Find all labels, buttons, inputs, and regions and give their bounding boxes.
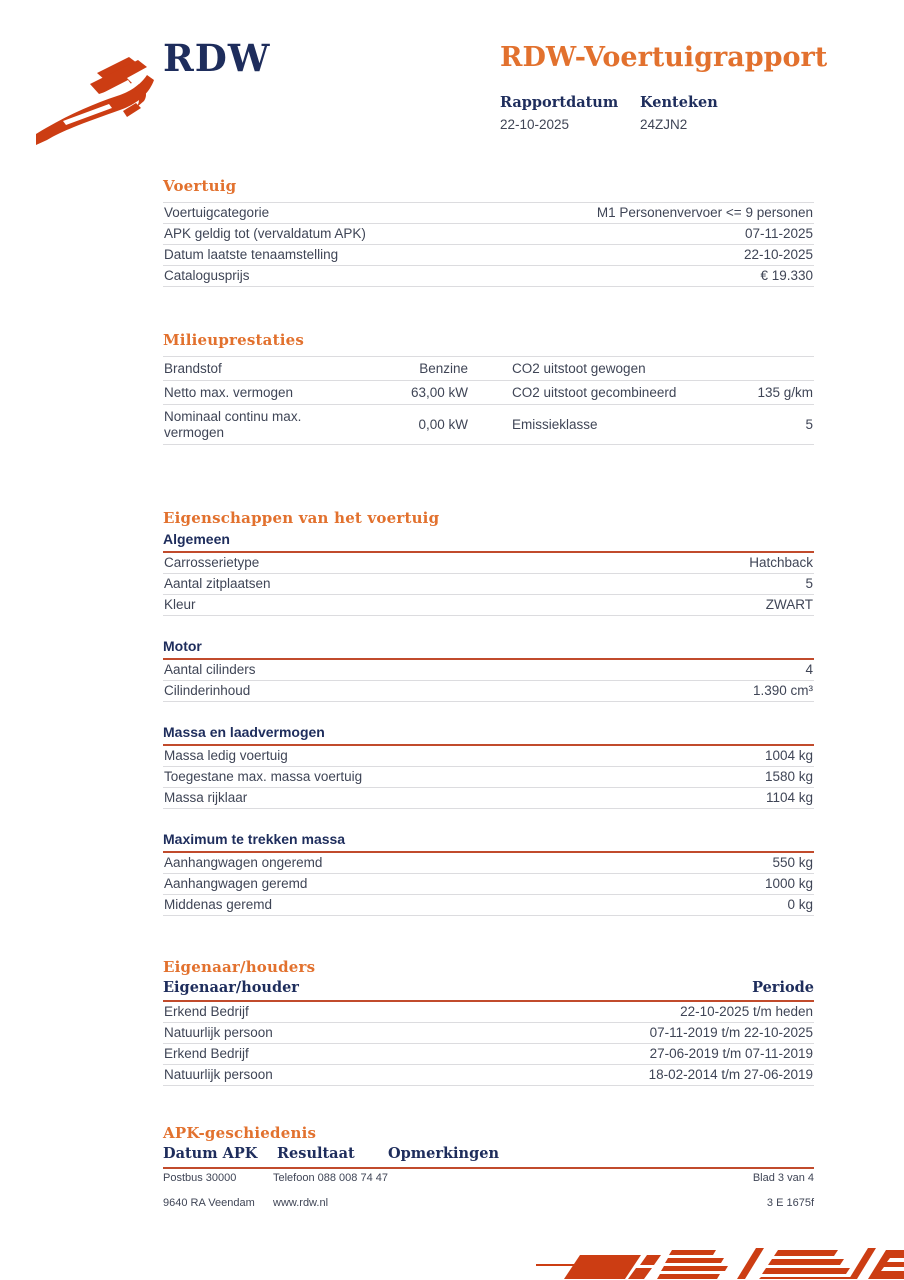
report-meta — [500, 94, 830, 132]
row-label: CO2 uitstoot gecombineerd — [512, 384, 677, 400]
row-value: 0,00 kW — [418, 416, 468, 432]
row-value: M1 Personenvervoer <= 9 personen — [596, 205, 813, 220]
milieu-rows — [163, 356, 814, 445]
table-row — [163, 681, 814, 702]
license-plate — [640, 94, 780, 132]
subsection-motor — [163, 638, 814, 702]
row-label: Carrosserietype — [164, 555, 260, 570]
section-voertuig — [163, 177, 814, 287]
section-heading: Milieuprestaties — [163, 331, 304, 349]
table-row — [163, 1023, 814, 1044]
table-row — [163, 224, 814, 245]
table-row — [163, 1002, 814, 1023]
page-title: RDW-Voertuigrapport — [500, 42, 828, 73]
row-label: Kleur — [164, 597, 196, 612]
voertuig-rows — [163, 202, 814, 287]
brand-wordmark: RDW — [163, 36, 271, 80]
speed-stripes-graphic — [520, 1234, 904, 1280]
footer-phone: Telefoon 088 008 74 47 — [273, 1172, 388, 1184]
subsection-algemeen — [163, 531, 814, 616]
table-row — [163, 660, 814, 681]
row-label: Aantal zitplaatsen — [164, 576, 271, 591]
section-heading: Eigenschappen van het voertuig — [163, 509, 440, 527]
row-label: Aanhangwagen geremd — [164, 876, 308, 891]
row-value: 0 kg — [787, 897, 813, 912]
row-label: Brandstof — [164, 360, 222, 376]
table-row — [163, 245, 814, 266]
row-value: 550 kg — [772, 855, 813, 870]
motor-rows — [163, 660, 814, 702]
section-apk-geschiedenis — [163, 1124, 814, 1169]
row-label: Netto max. vermogen — [164, 384, 294, 400]
row-value: 5 — [805, 416, 813, 432]
trekken-rows — [163, 853, 814, 916]
owner-period: 27-06-2019 t/m 07-11-2019 — [649, 1046, 813, 1061]
footer-website: www.rdw.nl — [273, 1197, 329, 1209]
table-row — [163, 788, 814, 809]
footer-row — [163, 1172, 814, 1184]
row-label: Massa rijklaar — [164, 790, 248, 805]
table-row — [163, 746, 814, 767]
subsection-trekken-massa — [163, 831, 814, 916]
column-header-opmerkingen: Opmerkingen — [388, 1145, 499, 1162]
report-date-label: Rapportdatum — [500, 94, 619, 111]
row-value: 4 — [805, 662, 813, 677]
owner-period: 18-02-2014 t/m 27-06-2019 — [648, 1067, 813, 1082]
section-heading: Eigenaar/houders — [163, 958, 316, 976]
row-value: 1104 kg — [765, 790, 813, 805]
row-value: € 19.330 — [760, 268, 813, 283]
table-row — [163, 767, 814, 788]
rdw-falcon-logo-icon — [35, 54, 161, 148]
column-header-eigenaar: Eigenaar/houder — [163, 979, 299, 996]
owner-type: Natuurlijk persoon — [164, 1067, 273, 1082]
row-label: Cilinderinhoud — [164, 683, 251, 698]
owner-period: 07-11-2019 t/m 22-10-2025 — [649, 1025, 813, 1040]
row-value: 1004 kg — [764, 748, 813, 763]
column-header-datum-apk: Datum APK — [163, 1145, 258, 1162]
table-row — [163, 203, 814, 224]
table-row — [163, 357, 814, 381]
section-eigenaar-houders — [163, 958, 814, 1086]
license-plate-label: Kenteken — [640, 94, 718, 111]
algemeen-rows — [163, 553, 814, 616]
owner-type: Erkend Bedrijf — [164, 1046, 249, 1061]
row-label: Aanhangwagen ongeremd — [164, 855, 323, 870]
row-value: 63,00 kW — [410, 384, 468, 400]
table-row — [163, 853, 814, 874]
table-row — [163, 895, 814, 916]
row-value: 22-10-2025 — [743, 247, 813, 262]
footer-doc-code: 3 E 1675f — [766, 1197, 814, 1209]
row-value: 135 g/km — [757, 384, 813, 400]
table-row — [163, 1065, 814, 1086]
section-heading: APK-geschiedenis — [163, 1124, 317, 1142]
table-row — [163, 553, 814, 574]
row-label: Voertuigcategorie — [164, 205, 270, 220]
section-heading: Voertuig — [163, 177, 237, 195]
table-row — [163, 595, 814, 616]
row-label: Datum laatste tenaamstelling — [164, 247, 339, 262]
report-body — [163, 177, 814, 1169]
row-label: Toegestane max. massa voertuig — [164, 769, 363, 784]
row-label: Nominaal continu max. vermogen — [164, 408, 302, 440]
footer-address-line1: Postbus 30000 — [163, 1172, 237, 1184]
row-label: Aantal cilinders — [164, 662, 256, 677]
owner-type: Erkend Bedrijf — [164, 1004, 249, 1019]
subsection-heading: Massa en laadvermogen — [163, 724, 814, 746]
table-row — [163, 874, 814, 895]
report-header — [500, 42, 830, 132]
row-label: Catalogusprijs — [164, 268, 250, 283]
page-footer — [163, 1172, 814, 1222]
column-header-periode: Periode — [752, 979, 814, 996]
subsection-heading: Motor — [163, 638, 814, 660]
table-row — [163, 266, 814, 287]
row-value: 5 — [805, 576, 813, 591]
report-date — [500, 94, 640, 132]
row-label: Massa ledig voertuig — [164, 748, 288, 763]
footer-address-line2: 9640 RA Veendam — [163, 1197, 255, 1209]
column-header-resultaat: Resultaat — [277, 1145, 355, 1162]
eigenaar-table-header — [163, 979, 814, 1002]
license-plate-value: 24ZJN2 — [640, 117, 688, 132]
table-row — [163, 405, 814, 445]
row-label: Middenas geremd — [164, 897, 273, 912]
massa-rows — [163, 746, 814, 809]
apk-table-header — [163, 1145, 814, 1169]
row-value: Benzine — [419, 360, 468, 376]
row-value: 1.390 cm³ — [752, 683, 813, 698]
row-label: Emissieklasse — [512, 416, 598, 432]
row-label: APK geldig tot (vervaldatum APK) — [164, 226, 366, 241]
eigenaar-rows — [163, 1002, 814, 1086]
row-label: CO2 uitstoot gewogen — [512, 360, 646, 376]
subsection-heading: Algemeen — [163, 531, 814, 553]
owner-period: 22-10-2025 t/m heden — [680, 1004, 813, 1019]
table-row — [163, 1044, 814, 1065]
table-row — [163, 574, 814, 595]
subsection-massa — [163, 724, 814, 809]
section-milieuprestaties — [163, 331, 814, 445]
report-date-value: 22-10-2025 — [500, 117, 570, 132]
section-eigenschappen — [163, 509, 814, 916]
footer-page-number: Blad 3 van 4 — [752, 1172, 814, 1184]
row-value: 07-11-2025 — [744, 226, 813, 241]
subsection-heading: Maximum te trekken massa — [163, 831, 814, 853]
row-value: ZWART — [765, 597, 813, 612]
row-value: Hatchback — [749, 555, 813, 570]
row-value: 1000 kg — [764, 876, 813, 891]
footer-row — [163, 1197, 814, 1209]
table-row — [163, 381, 814, 405]
owner-type: Natuurlijk persoon — [164, 1025, 273, 1040]
row-value: 1580 kg — [764, 769, 813, 784]
